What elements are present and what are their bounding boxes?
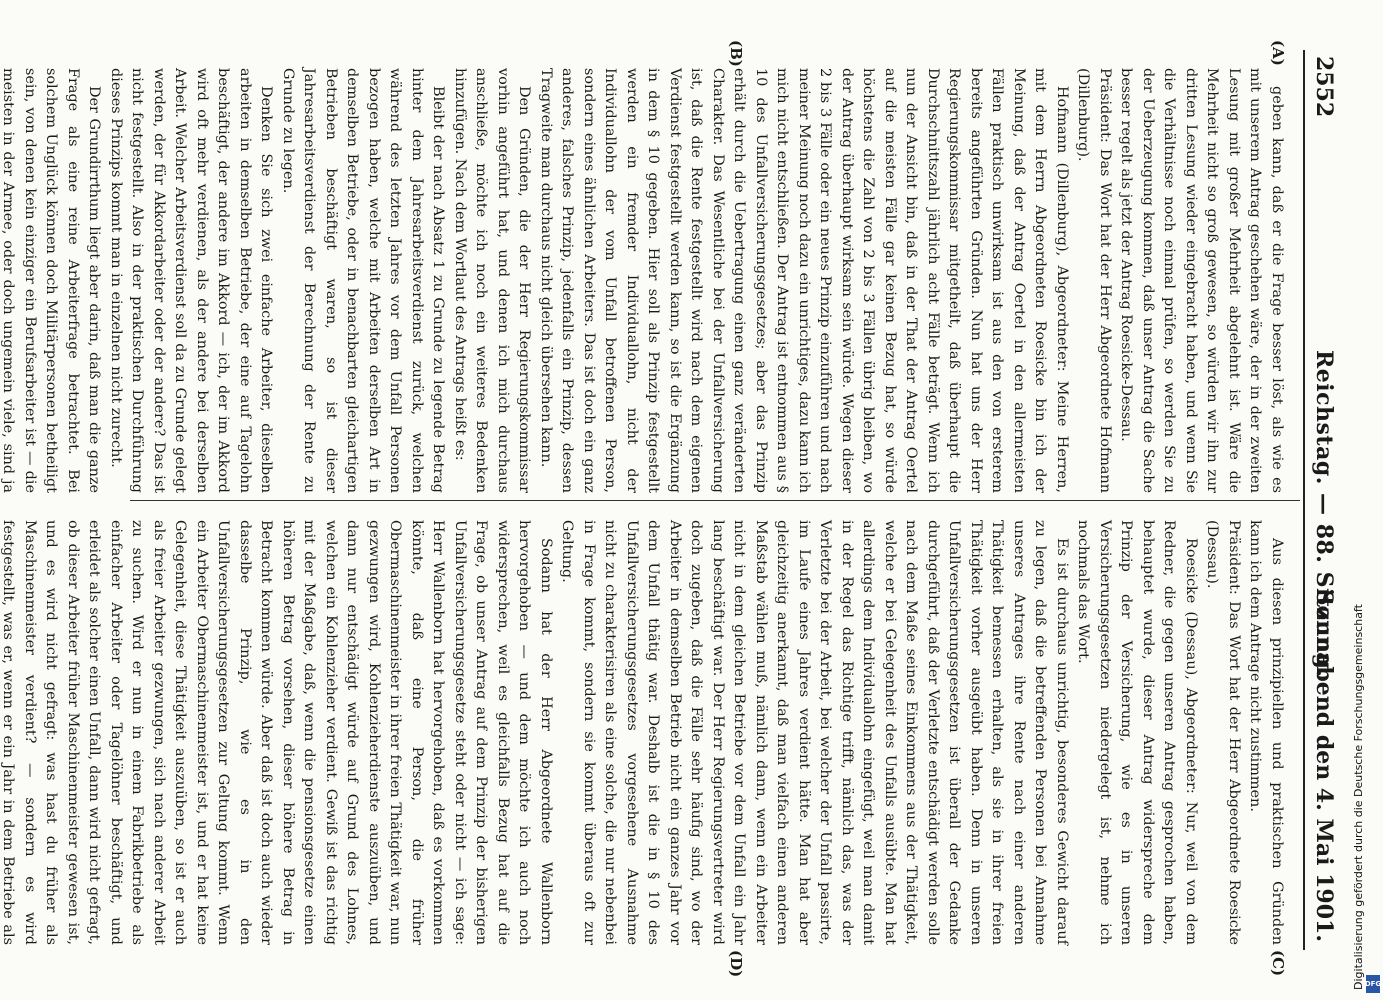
running-head: Reichstag. — 88. Sitzung. bbox=[1311, 350, 1337, 678]
left-column bbox=[0, 68, 1287, 494]
paragraph: Denken Sie sich zwei einfache Arbeiter, dieselben arbeiten in demselben Betriebe, der eine auf Tagelohn beschäftigt, der andere im Akkord — ich, der im Akkord wird oft mehr verdienen, als der andere bei derselben Arbeit. Welcher Arbeitsverdienst soll da zu Grunde gelegt werden, der für Akkordarbeiter oder der andere? Das ist nicht festgestellt. Also in der praktischen Durchführung dieses Prinzips kommt man in einzelnen nicht zurecht. bbox=[108, 68, 275, 493]
paragraph: Sodann hat der Herr Abgeordnete Wallenborn hervorgehoben — und dem möchte ich auch noch widersprechen, weil es gleichfalls Bezug hat auf die Frage, ob unser Antrag auf dem Prinzip der bisherigen Unfallversicherungsgesetze steht oder nicht — ich sage: Herr Wallenborn hat hervorgehoben, daß es vorkommen könnte, daß eine Person, die früher Obermaschinenmeister in ihrer freien Thätigkeit war, nun gezwungen wird, Kohlenzieherdienste auszuüben, und dann nur entschädigt würde auf Grund des Lohnes, welchen ein Kohlenzieher verdient. Gewiß ist das richtig mit der Maßgabe, daß, wenn die pensionsgesetze einen höheren Betrag vorsehen, dieser höhere Betrag in Betracht kommen würde. Aber daß ist doch auch wieder dasselbe Prinzip, wie es in den Unfallversicherungsgesetzen zur Geltung kommt. Wenn ein Arbeiter Obermaschinenmeister ist, und er hat keine Gelegenheit, diese Thätigkeit auszuüben, so ist er auch als freier Arbeiter gezwungen, sich nach anderer Arbeit zu suchen. Wird er nun in einem Fabrikbetriebe als einfacher Arbeiter oder Tagelöhner beschäftigt, und erleidet als solcher einen Unfall, dann wird nicht gefragt, ob dieser Arbeiter früher Maschinenmeister gewesen ist, und es wird nicht gefragt: was hast du früher als Maschinenmeister verdient? — sondern es wird festgestellt, was er, wenn er ein Jahr in dem Betriebe als bbox=[0, 520, 554, 945]
rotated-page-content bbox=[0, 40, 1345, 978]
paragraph: Es ist durchaus unrichtig, besonderes Gewicht darauf zu legen, daß die betreffenden Personen bei Annahme unseres Antrages ihre Rente nach einer anderen Thätigkeit bemessen erhalten, als sie in ihrer freien Thätigkeit vorher ausgeübt haben. Denn in unseren Unfallversicherungsgesetzen ist überall der Gedanke durchgeführt, daß der Verletzte entschädigt werden solle nach dem Maße seines Einkommens aus der Thätigkeit, welche er bei Gelegenheit des Unfalls ausübte. Man hat allerdings dem Individuallohn eingefügt, weil man damit in der Regel das Richtige trifft, nämlich das, was der Verletzte bei der Arbeit, bei welcher der Unfall passirte, im Laufe eines Jahres verdient hätte. Man hat aber gleichzeitig anerkannt, daß man vielfach einen anderen Maßstab wählen muß, nämlich dann, wenn ein Arbeiter nicht in dem gleichen Betriebe vor dem Unfall ein Jahr lang beschäftigt war. Der Herr Regierungsvertreter wird doch zugeben, daß die Fälle sehr häufig sind, wo der Arbeiter in demselben Betrieb nicht ein ganzes Jahr vor dem Unfall thätig war. Deshalb ist die in § 10 des Unfallversicherungsgesetzes vorgesehene Ausnahme nicht zu charakterisiren als eine solche, die nur nebenbei in Frage kommt, sondern sie kommt überaus oft zur Geltung. bbox=[559, 520, 1070, 945]
margin-marker-d: (D) bbox=[727, 950, 745, 978]
paragraph: Bleibt der nach Absatz 1 zu Grunde zu legende Betrag hinter dem Jahresarbeitsverdienst zurück, welchen während des letzten Jahres vor dem Unfall Personen bezogen haben, welche mit Arbeiten derselben Art in demselben Betriebe, oder in benachbarten gleichartigen Betrieben beschäftigt waren, so ist dieser Jahresarbeitsverdienst der Berechnung der Rente zu Grunde zu legen. bbox=[280, 68, 447, 493]
paragraph: Den Gründen, die der Herr Regierungskommissar vorhin angeführt hat, und denen ich mich durchaus anschließe, möchte ich noch ein weiteres Bedenken hinzufügen. Nach dem Wortlaut des Antrags heißt es: bbox=[452, 68, 533, 493]
speaker-line: Präsident: Das Wort hat der Herr Abgeordnete Hofmann (Dillenburg). bbox=[1075, 68, 1113, 493]
digitization-note: Digitalisierung gefördert durch die Deutsche Forschungsgemeinschaft bbox=[1352, 604, 1365, 990]
paragraph: geben kann, daß er die Frage besser löst, als wie es mit unserem Antrag geschehen wäre, der in der zweiten Lesung mit großer Mehrheit abgelehnt ist. Wäre die Mehrheit nicht so groß gewesen, so würden wir ihn zur dritten Lesung wieder eingebracht haben, und wenn Sie die Verhältnisse noch einmal prüfen, so werden Sie zu der Ueberzeugung kommen, daß unser Antrag die Sache besser regelt als jetzt der Antrag Roesicke-Dessau. bbox=[1118, 68, 1285, 493]
paragraph: Roesicke (Dessau), Abgeordneter: Nur, weil von dem Redner, die gegen unseren Antrag gesprochen haben, behauptet wurde, dieser Antrag widerspreche dem Prinzip der Versicherung, wie es in unseren Versicherungsgesetzen niedergelegt ist, nehme ich nochmals das Wort. bbox=[1075, 520, 1199, 945]
page-number: 2552 bbox=[1311, 56, 1337, 118]
right-column bbox=[0, 520, 1287, 945]
paragraph: Hofmann (Dillenburg), Abgeordneter: Meine Herren, mit dem Herrn Abgeordneten Roesicke bin ich der Meinung, daß der Antrag Oertel in den allermeisten Fällen praktisch unwirksam ist aus den von ersterem bereits angeführten Gründen. Nun hat uns der Herr Regierungskommissar mitgetheilt, daß überhaupt die Durchschnittszahl jährlich acht Fälle beträgt. Wenn ich nun der Ansicht bin, daß in der That der Antrag Oertel auf die meisten Fälle gar keinen Bezug hat, so würde höchstens die Zahl von 2 bis 3 Fällen übrig bleiben, wo der Antrag überhaupt wirksam sein würde. Wegen dieser 2 bis 3 Fälle oder ein neues Prinzip einzuführen und nach meiner Meinung noch dazu ein unrichtiges, dazu kann ich mich nicht entschließen. Der Antrag ist entnommen aus § 10 des Unfallversicherungsgesetzes; aber das Prinzip erhält durch die Uebertragung einen ganz veränderten Charakter. Das Wesentliche bei der Unfallversicherung ist, daß die Rente festgestellt wird nach dem eigenen Verdienst festgestellt werden kann, so ist die Ergänzung in dem § 10 gegeben. Hier soll als Prinzip festgestellt werden ein fremder Individuallohn, nicht der Individuallohn der vom Unfall betroffenen Person, sondern eines ähnlichen Arbeiters. Das ist doch ein ganz anderes, falsches Prinzip, jedenfalls ein Prinzip, dessen Tragweite man durchaus nicht gleich übersehen kann. bbox=[538, 68, 1070, 494]
paragraph: Der Grundirrthum liegt aber darin, daß man die ganze Frage als eine reine Arbeiterfrage betrachtet. Bei solchem Unglück können doch Militärpersonen betheiligt sein, von denen kein einziger ein Berufsarbeiter ist — die meisten in der Armee, oder doch ungemein viele, sind ja bbox=[0, 68, 103, 493]
margin-marker-a: (A) bbox=[1269, 40, 1287, 66]
dfg-logo: DFG bbox=[1366, 975, 1380, 993]
column-divider bbox=[130, 500, 1300, 501]
session-date: Sonnabend den 4. Mai 1901. bbox=[1311, 589, 1337, 942]
paragraph: Aus diesen prinzipiellen und praktischen Gründen kann ich dem Antrage nicht zustimmen. bbox=[1247, 520, 1285, 945]
page-header bbox=[1303, 50, 1345, 950]
speaker-line: Präsident: Das Wort hat der Herr Abgeordnete Roesicke (Dessau). bbox=[1204, 520, 1242, 945]
margin-marker-b: (B) bbox=[727, 40, 745, 67]
margin-marker-c: (C) bbox=[1269, 950, 1287, 977]
